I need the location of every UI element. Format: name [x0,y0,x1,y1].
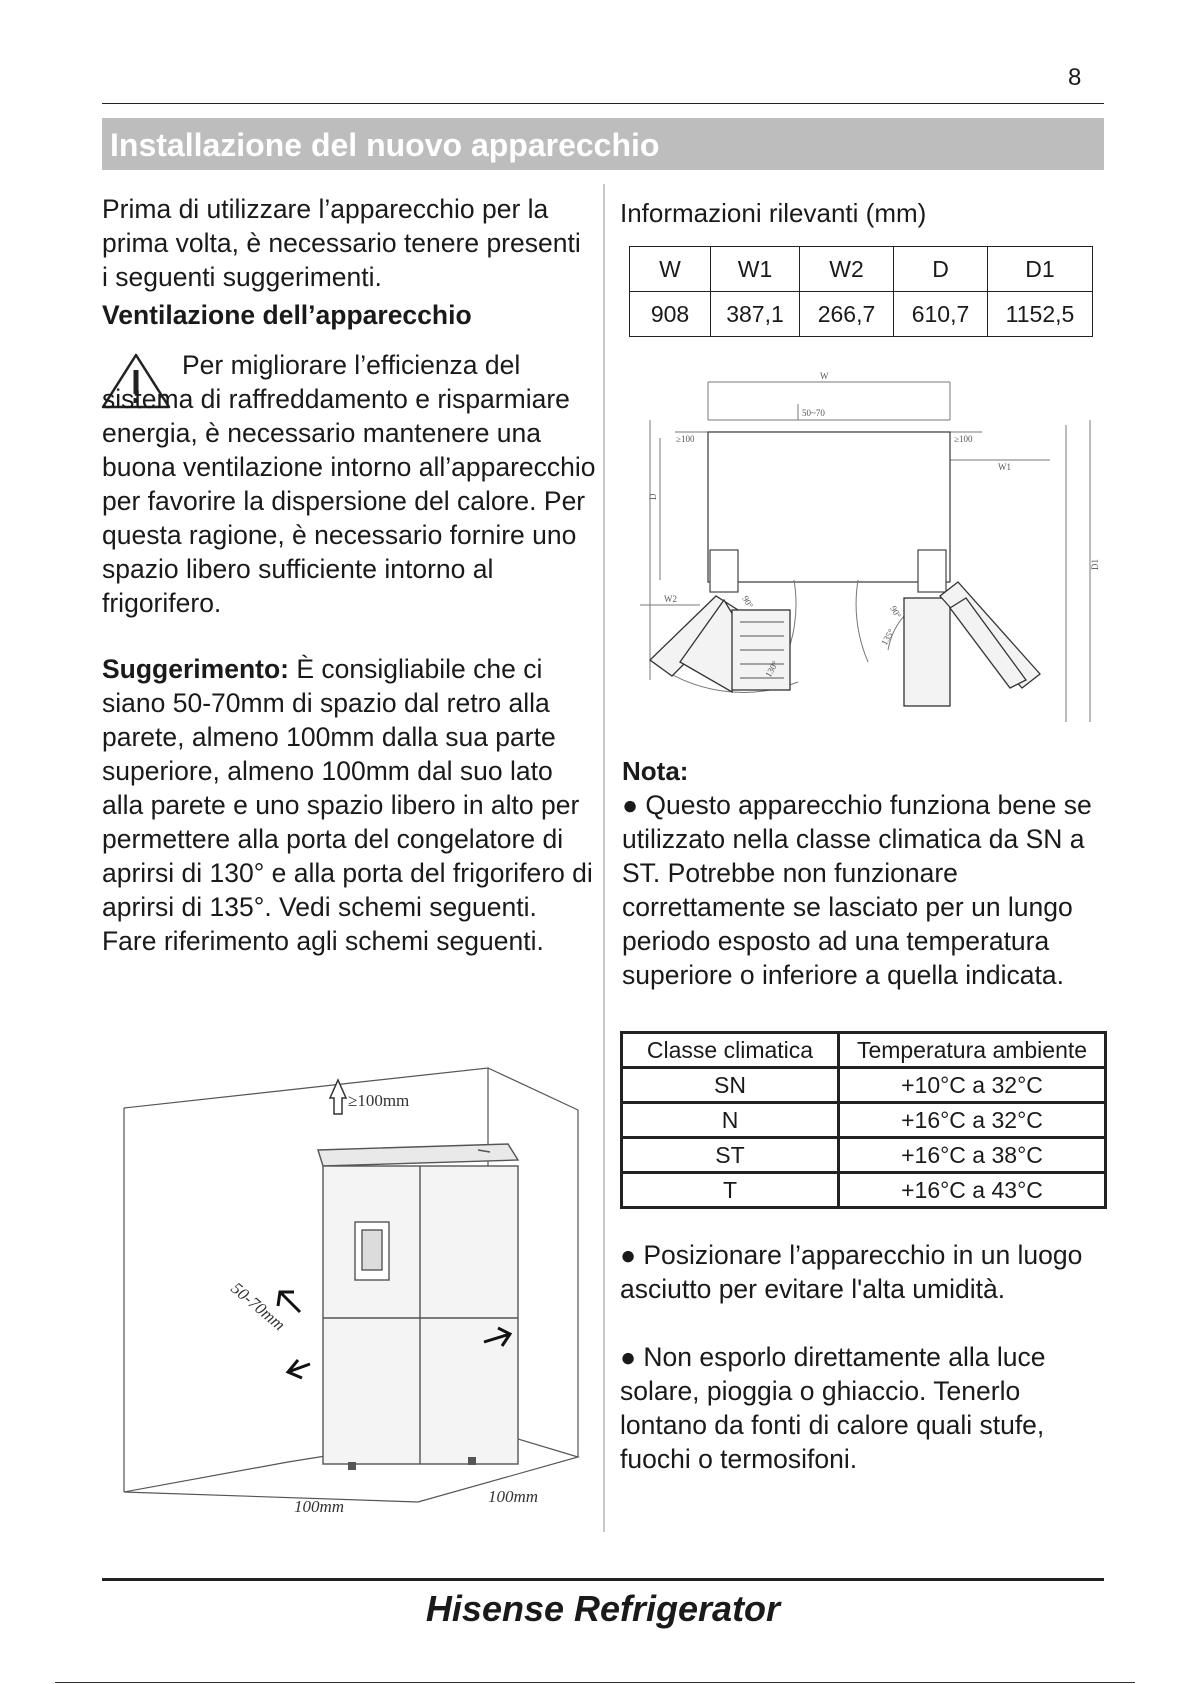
footer-rule [102,1578,1104,1581]
climate-class-cell: SN [622,1068,839,1103]
climate-header-temperature: Temperatura ambiente [839,1033,1106,1068]
footer-brand: Hisense Refrigerator [425,1588,781,1629]
section-title-bar [102,118,1104,170]
fridge-body [318,1144,518,1464]
left-gap-label: ≥100 [676,434,695,444]
w-label: W [820,371,829,381]
dim-value-w2: 266,7 [800,292,894,337]
climate-header-row [622,1033,1106,1068]
dimensions-header-row [630,247,1093,292]
back-clearance-label: 50-70mm [227,1278,289,1335]
info-heading: Informazioni rilevanti (mm) [620,198,927,228]
section-title: Installazione del nuovo apparecchio [110,127,660,163]
cabinet-outline [708,432,950,582]
back-arrow-icon [278,1292,300,1312]
note-avoid-heat: ● Non esporlo direttamente alla luce solare, pioggia o ghiaccio. Tenerlo lontano da fonti di calore quali stufe, fuochi o termosifoni. [620,1342,1046,1474]
dim-header-w: W [630,247,711,292]
climate-class-cell: N [622,1103,839,1138]
d1-label: D1 [1090,559,1100,570]
climate-header-class: Classe climatica [622,1033,839,1068]
note-dry-location: ● Posizionare l’apparecchio in un luogo asciutto per evitare l'alta umidità. [620,1240,1083,1304]
page-bottom-rule [55,1682,1135,1683]
angle-left-90-label: 90° [740,594,756,610]
climate-row [622,1103,1106,1138]
right-gap-label: ≥100 [954,434,973,444]
note-climate-class: ● Questo apparecchio funziona bene se utilizzato nella classe climatica da SN a ST. Potrebbe non funzionare correttamente se lasciato per un lungo periodo esposto ad una temperatura superiore o inferiore a quella indicata. [622,790,1092,990]
left-clearance-label: 100mm [294,1497,345,1516]
w2-label: W2 [664,594,677,604]
left-arrow-icon [288,1360,310,1378]
dim-header-w1: W1 [711,247,800,292]
dimensions-value-row [630,292,1093,337]
right-clearance-label: 100mm [488,1487,539,1506]
w1-label: W1 [998,462,1011,472]
page-number: 8 [1068,64,1082,91]
dimensions-table [629,246,1093,337]
ventilation-text: Per migliorare l’efficienza del sistema di raffreddamento e risparmiare energia, è necessario mantenere una buona ventilazione intorno all’apparecchio per favorire la dispersione del calore. Per questa ragione, è necessario fornire uno spazio libero sufficiente intorno al frigorifero. [102,350,596,618]
d-label: D [648,493,658,500]
climate-row [622,1173,1106,1208]
angle-left-130-label: 130° [763,659,781,679]
tip-text: È consigliabile che ci siano 50-70mm di spazio dal retro alla parete, almeno 100mm dalla sua parte superiore, almeno 100mm dal suo lato alla parete e uno spazio libero in alto per permettere alla porta del congelatore di aprirsi di 130° e alla porta del frigorifero di aprirsi di 135°. Vedi schemi seguenti. Fare riferimento agli schemi seguenti. [102,654,593,956]
intro-paragraph: Prima di utilizzare l’apparecchio per la prima volta, è necessario tenere presenti i seguenti suggerimenti. [102,194,581,292]
door-opening-diagram [620,370,1106,730]
tip-paragraph [102,652,597,958]
back-gap-label: 50~70 [802,408,825,418]
climate-class-table [620,1031,1107,1209]
ventilation-heading: Ventilazione dell’apparecchio [102,300,472,330]
angle-right-135-label: 135° [879,627,897,647]
dim-header-w2: W2 [800,247,894,292]
nota-heading: Nota: [622,756,689,786]
dim-value-w1: 387,1 [711,292,800,337]
climate-temp-cell: +16°C a 38°C [839,1138,1106,1173]
dim-value-w: 908 [630,292,711,337]
header-rule [102,103,1104,104]
dim-value-d: 610,7 [894,292,988,337]
ventilation-paragraph [102,348,597,620]
angle-right-90-label: 90° [888,604,904,620]
tip-label: Suggerimento: [102,654,289,684]
dim-header-d: D [894,247,988,292]
climate-temp-cell: +10°C a 32°C [839,1068,1106,1103]
climate-temp-cell: +16°C a 32°C [839,1103,1106,1138]
column-divider [603,184,605,1532]
climate-row [622,1068,1106,1103]
climate-row [622,1138,1106,1173]
clearance-diagram [118,1062,598,1532]
top-clearance-label: ≥100mm [348,1091,410,1110]
climate-temp-cell: +16°C a 43°C [839,1173,1106,1208]
dim-header-d1: D1 [988,247,1093,292]
dim-value-d1: 1152,5 [988,292,1093,337]
climate-class-cell: T [622,1173,839,1208]
climate-class-cell: ST [622,1138,839,1173]
